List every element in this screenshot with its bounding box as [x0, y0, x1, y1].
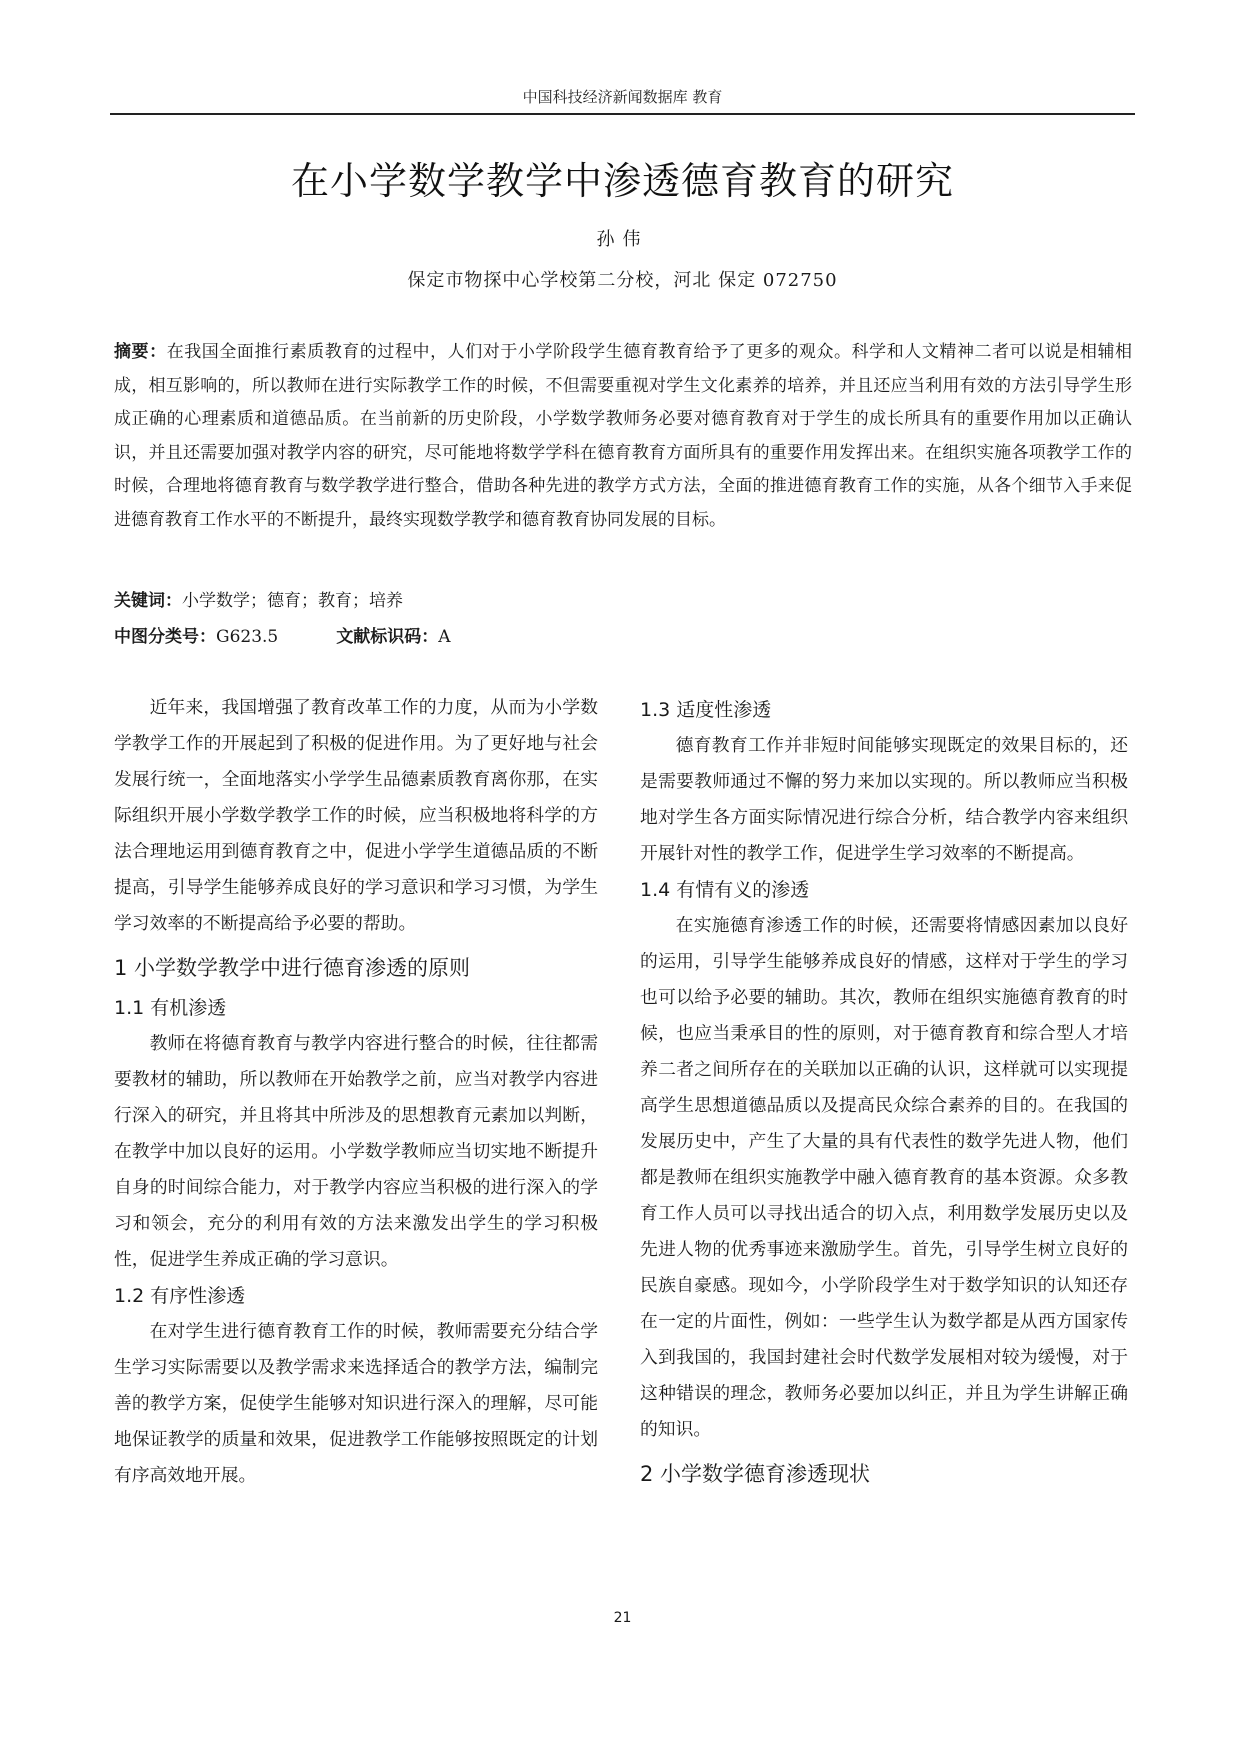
abstract [114, 336, 1132, 537]
section-1-4-paragraph: 在实施德育渗透工作的时候，还需要将情感因素加以良好的运用，引导学生能够养成良好的情感，这样对于学生的学习也可以给予必要的辅助。其次，教师在组织实施德育教育的时候，也应当秉承目的性的原则，对于德育教育和综合型人才培养二者之间所存在的关联加以正确的认识，这样就可以实现提高学生思想道德品质以及提高民众综合素养的目的。在我国的发展历史中，产生了大量的具有代表性的数学先进人物，他们都是教师在组织实施教学中融入德育教育的基本资源。众多教育工作人员可以寻找出适合的切入点，利用数学发展历史以及先进人物的优秀事迹来激励学生。首先，引导学生树立良好的民族自豪感。现如今，小学阶段学生对于数学知识的认知还存在一定的片面性，例如：一些学生认为数学都是从西方国家传入到我国的，我国封建社会时代数学发展相对较为缓慢，对于这种错误的理念，教师务必要加以纠正，并且为学生讲解正确的知识。 [640, 915, 1128, 1440]
intro-paragraph: 近年来，我国增强了教育改革工作的力度，从而为小学数学教学工作的开展起到了积极的促进作用。为了更好地与社会发展行统一，全面地落实小学学生品德素质教育离你那，在实际组织开展小学数学教学工作的时候，应当积极地将科学的方法合理地运用到德育教育之中，促进小学学生道德品质的不断提高，引导学生能够养成良好的学习意识和学习习惯，为学生学习效率的不断提高给予必要的帮助。 [114, 697, 598, 934]
classification [114, 622, 451, 647]
keywords-text: 小学数学；德育；教育；培养 [182, 591, 403, 611]
section-1-1-heading: 1.1 有机渗透 [114, 997, 227, 1019]
abstract-text: 在我国全面推行素质教育的过程中，人们对于小学阶段学生德育教育给予了更多的观众。科学和人文精神二者可以说是相辅相成，相互影响的，所以教师在进行实际教学工作的时候，不但需要重视对学生文化素养的培养，并且还应当利用有效的方法引导学生形成正确的心理素质和道德品质。在当前新的历史阶段，小学数学教师务必要对德育教育对于学生的成长所具有的重要作用加以正确认识，并且还需要加强对教学内容的研究，尽可能地将数学学科在德育教育方面所具有的重要作用发挥出来。在组织实施各项教学工作的时候，合理地将德育教育与数学教学进行整合，借助各种先进的教学方式方法，全面的推进德育教育工作的实施，从各个细节入手来促进德育教育工作水平的不断提升，最终实现数学教学和德育教育协同发展的目标。 [114, 342, 1133, 530]
section-2-heading: 2 小学数学德育渗透现状 [640, 1462, 871, 1486]
section-1-2-paragraph: 在对学生进行德育教育工作的时候，教师需要充分结合学生学习实际需要以及教学需求来选择适合的教学方法，编制完善的教学方案，促使学生能够对知识进行深入的理解，尽可能地保证教学的质量和效果，促进教学工作能够按照既定的计划有序高效地开展。 [114, 1321, 598, 1486]
left-column [114, 690, 598, 1494]
section-1-3-heading: 1.3 适度性渗透 [640, 699, 772, 721]
author-name: 孙伟 [596, 229, 649, 250]
header-divider [110, 113, 1135, 115]
clc-value: G623.5 [216, 627, 279, 647]
doc-code-value: A [438, 627, 451, 647]
section-1-3-paragraph: 德育教育工作并非短时间能够实现既定的效果目标的，还是需要教师通过不懈的努力来加以实现的。所以教师应当积极地对学生各方面实际情况进行综合分析，结合教学内容来组织开展针对性的教学工作，促进学生学习效率的不断提高。 [640, 735, 1128, 864]
clc-label: 中图分类号： [114, 627, 216, 647]
running-header: 中国科技经济新闻数据库 教育 [522, 88, 723, 106]
section-1-1-paragraph: 教师在将德育教育与教学内容进行整合的时候，往往都需要教材的辅助，所以教师在开始教学之前，应当对教学内容进行深入的研究，并且将其中所涉及的思想教育元素加以判断，在教学中加以良好的运用。小学数学教师应当切实地不断提升自身的时间综合能力，对于教学内容应当积极的进行深入的学习和领会，充分的利用有效的方法来激发出学生的学习积极性，促进学生养成正确的学习意识。 [114, 1033, 598, 1270]
right-column [640, 692, 1128, 1496]
section-1-4-heading: 1.4 有情有义的渗透 [640, 879, 810, 901]
paper-title: 在小学数学教学中渗透德育教育的研究 [290, 159, 954, 203]
section-1-2-heading: 1.2 有序性渗透 [114, 1285, 246, 1307]
keywords-label: 关键词： [114, 591, 182, 611]
keywords [114, 586, 403, 611]
abstract-label: 摘要： [114, 342, 167, 362]
doc-code-label: 文献标识码： [336, 627, 439, 647]
page-number: 21 [613, 1610, 632, 1626]
author-affiliation: 保定市物探中心学校第二分校，河北 保定 072750 [407, 270, 838, 291]
section-1-heading: 1 小学数学教学中进行德育渗透的原则 [114, 956, 471, 980]
